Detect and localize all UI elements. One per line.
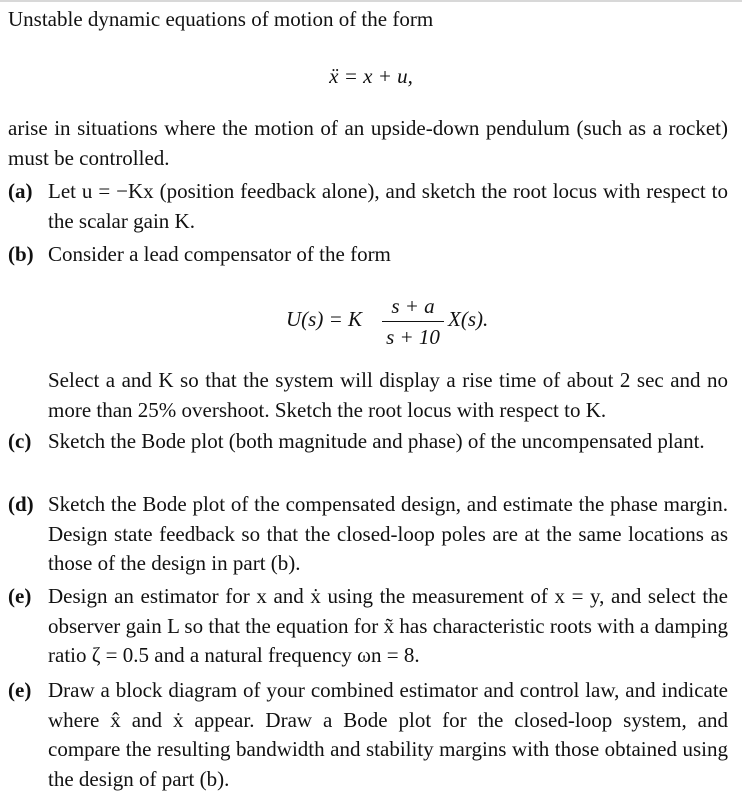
part-e-estimator	[8, 582, 728, 671]
part-a	[8, 177, 728, 236]
part-b-label: (b)	[8, 242, 34, 266]
part-e-estimator-text: Design an estimator for x and ẋ using the measurement of x = y, and select the observer gain L so that the equation for x̃ has characteristic roots with a damping ratio ζ = 0.5 and a natural frequency ωn = 8.	[48, 584, 728, 667]
equation-motion: ẍ = x + u,	[329, 64, 413, 88]
equation-rhs: X(s).	[448, 307, 489, 331]
part-b-follow-up: Select a and K so that the system will display a rise time of about 2 sec and no more than 25% overshoot. Sketch the root locus with respect to K.	[48, 368, 728, 422]
arise-text: arise in situations where the motion of an upside-down pendulum (such as a rocket) must be controlled.	[8, 116, 728, 170]
part-b	[8, 240, 728, 270]
equation-lhs: U(s) = K	[286, 307, 363, 331]
part-b-text: Consider a lead compensator of the form	[48, 242, 391, 266]
fraction-bar	[382, 321, 444, 322]
fraction-numerator: s + a	[391, 294, 435, 318]
fraction-denominator: s + 10	[386, 325, 440, 349]
intro-text: Unstable dynamic equations of motion of the form	[8, 7, 434, 31]
part-d-label: (d)	[8, 492, 34, 516]
part-d-text: Sketch the Bode plot of the compensated design, and estimate the phase margin. Design state feedback so that the closed-loop poles are at the same locations as those of the design in part (b).	[48, 492, 728, 575]
part-a-label: (a)	[8, 179, 33, 203]
part-a-text: Let u = −Kx (position feedback alone), and sketch the root locus with respect to the scalar gain K.	[48, 179, 728, 233]
top-rule	[0, 0, 742, 2]
part-e-block-diagram-label: (e)	[8, 678, 32, 702]
compensator-fraction	[378, 292, 448, 351]
part-e-estimator-label: (e)	[8, 584, 32, 608]
part-e-block-diagram	[8, 676, 728, 794]
part-d	[8, 490, 728, 579]
part-c-label: (c)	[8, 429, 32, 453]
part-e-block-diagram-text: Draw a block diagram of your combined estimator and control law, and indicate where x̂ and ẋ appear. Draw a Bode plot for the closed-loop system, and compare the resulting bandwidth and stability margins with those obtained using the design of part (b).	[48, 678, 728, 791]
part-c	[8, 427, 728, 457]
part-c-text: Sketch the Bode plot (both magnitude and phase) of the uncompensated plant.	[48, 429, 705, 453]
